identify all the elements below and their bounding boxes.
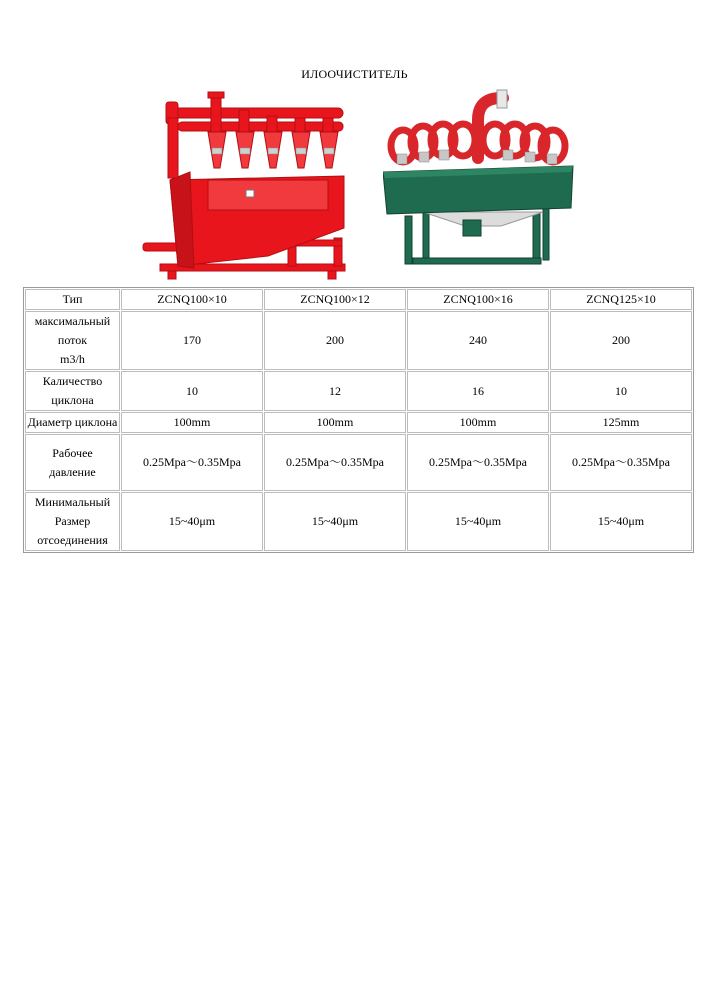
table-row: [25, 371, 692, 411]
table-cell: 100mm: [121, 412, 263, 433]
machine-photo-right: [383, 88, 578, 271]
table-cell: 200: [264, 311, 406, 370]
row-label-cell: Рабочее давление: [25, 434, 120, 491]
table-header-row: [25, 289, 692, 310]
header-model-cell: ZCNQ100×12: [264, 289, 406, 310]
table-cell: 15~40μm: [550, 492, 692, 551]
row-label-cell: Диаметр циклона: [25, 412, 120, 433]
table-cell: 15~40μm: [264, 492, 406, 551]
row-label-cell: Каличество циклона: [25, 371, 120, 411]
machine-photo-left: [138, 88, 360, 281]
table-cell: 200: [550, 311, 692, 370]
table-cell: 0.25Mpa～0.35Mpa: [121, 434, 263, 491]
table-cell: 10: [550, 371, 692, 411]
table-cell: 0.25Mpa～0.35Mpa: [264, 434, 406, 491]
table-row: [25, 492, 692, 551]
table-cell: 0.25Mpa～0.35Mpa: [407, 434, 549, 491]
table-cell: 15~40μm: [407, 492, 549, 551]
table-cell: 12: [264, 371, 406, 411]
header-label-cell: Тип: [25, 289, 120, 310]
header-model-cell: ZCNQ100×10: [121, 289, 263, 310]
table-cell: 170: [121, 311, 263, 370]
table-cell: 125mm: [550, 412, 692, 433]
red-mud-cleaner-illustration: [138, 88, 360, 281]
row-label-cell: Минимальный Размер отсоединения: [25, 492, 120, 551]
table-cell: 100mm: [264, 412, 406, 433]
circular-desander-illustration: [383, 88, 578, 271]
table-cell: 10: [121, 371, 263, 411]
header-model-cell: ZCNQ100×16: [407, 289, 549, 310]
table-row: [25, 434, 692, 491]
table-row: [25, 311, 692, 370]
header-model-cell: ZCNQ125×10: [550, 289, 692, 310]
table-cell: 0.25Mpa～0.35Mpa: [550, 434, 692, 491]
table-row: [25, 412, 692, 433]
table-cell: 100mm: [407, 412, 549, 433]
document-title: ИЛООЧИСТИТЕЛЬ: [301, 67, 408, 81]
table-cell: 15~40μm: [121, 492, 263, 551]
specification-table: [23, 287, 694, 553]
row-label-cell: максимальный поток m3/h: [25, 311, 120, 370]
table-cell: 16: [407, 371, 549, 411]
table-cell: 240: [407, 311, 549, 370]
